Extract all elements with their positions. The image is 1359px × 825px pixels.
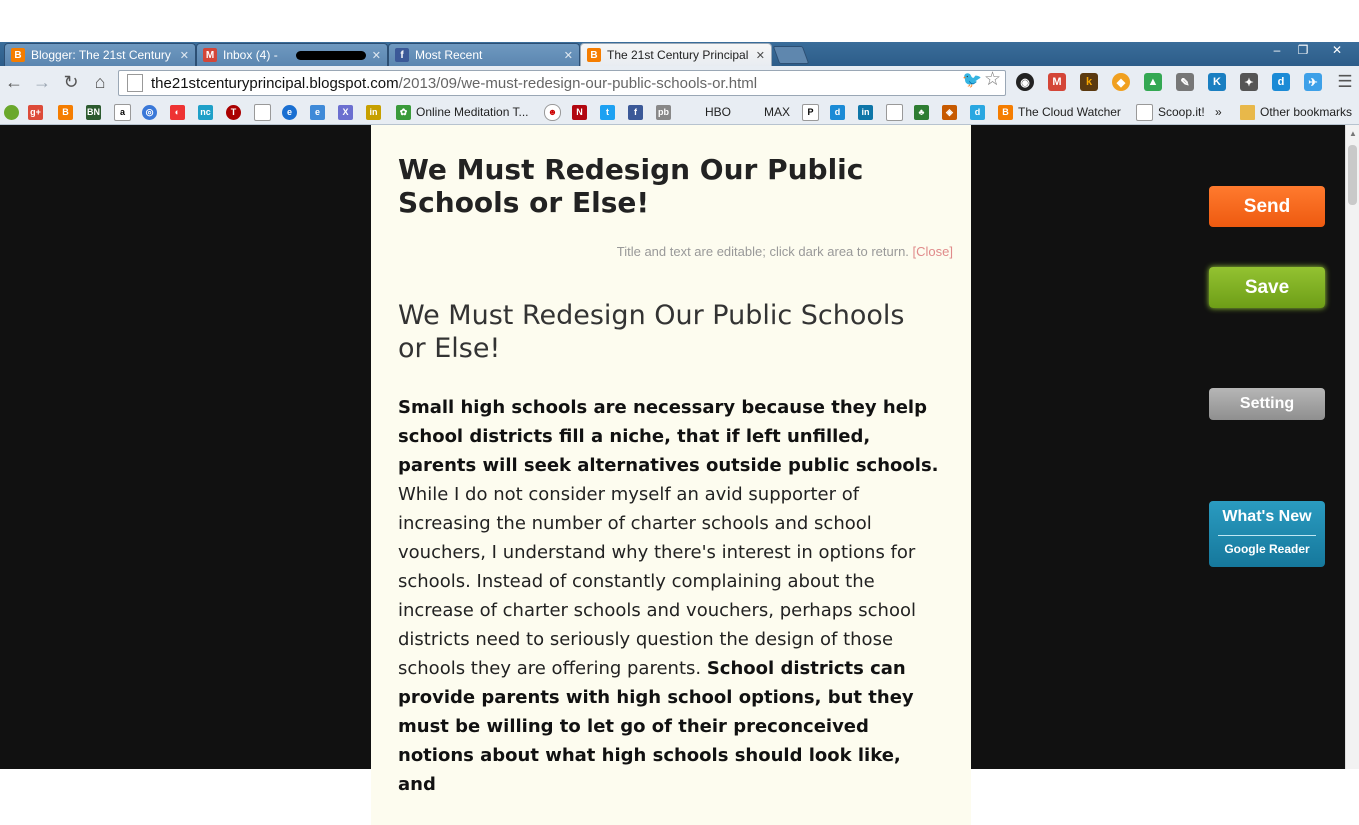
tab-strip — [0, 42, 1359, 66]
bookmark[interactable] — [338, 104, 358, 120]
extension-icon: in — [366, 105, 381, 120]
diigo-icon[interactable]: d — [1272, 73, 1290, 91]
article-bold-text: Small high schools are necessary because they help school districts fill a niche, that if left unfilled, parents will seek alternatives outside public schools. — [398, 397, 939, 476]
blogger-icon: B — [998, 105, 1013, 120]
redaction-mark — [296, 51, 366, 60]
plant-icon: ♣ — [914, 105, 929, 120]
bookmark[interactable] — [58, 104, 78, 120]
bookmark[interactable] — [656, 104, 676, 120]
extension-icon: ☻ — [544, 104, 561, 121]
article-body[interactable] — [398, 393, 943, 799]
bookmark-label: The Cloud Watcher — [1018, 105, 1121, 119]
google-drive-icon[interactable]: ▲ — [1144, 73, 1162, 91]
whats-new-label: What's New — [1222, 508, 1312, 525]
bookmark[interactable] — [970, 104, 990, 120]
close-icon[interactable]: ✕ — [371, 49, 381, 62]
amazon-icon: a — [114, 104, 131, 121]
extension-icon: ◈ — [942, 105, 957, 120]
forward-icon[interactable]: → — [33, 72, 51, 92]
home-icon[interactable]: ⌂ — [94, 72, 106, 92]
gmail-checker-icon[interactable]: M — [1048, 73, 1066, 91]
extension-icon[interactable]: ◆ — [1112, 73, 1130, 91]
bookmark[interactable] — [572, 104, 592, 120]
bookmark[interactable] — [4, 104, 24, 120]
linkedin-icon: in — [858, 105, 873, 120]
facebook-icon: f — [628, 105, 643, 120]
chat-icon: nc — [198, 105, 213, 120]
close-icon[interactable]: ✕ — [563, 49, 573, 62]
bookmark-online-meditation[interactable] — [396, 104, 529, 120]
bookmark[interactable] — [914, 104, 934, 120]
bookmark[interactable] — [628, 104, 648, 120]
bookmark-label: MAX — [764, 105, 791, 119]
twitter-icon[interactable]: 🐦 — [962, 72, 982, 89]
page-icon — [1136, 104, 1153, 121]
kindle-icon[interactable]: K — [1208, 73, 1226, 91]
minimize-button[interactable]: – — [1273, 43, 1281, 57]
folder-icon — [1240, 105, 1255, 120]
facebook-icon: f — [395, 48, 409, 62]
blogger-icon: B — [587, 48, 601, 62]
new-tab-button[interactable] — [773, 46, 810, 64]
bookmark[interactable] — [858, 104, 878, 120]
extension-icon: T — [226, 105, 241, 120]
bookmarks-overflow-button[interactable]: » — [1215, 105, 1222, 119]
close-link[interactable]: [Close] — [912, 244, 953, 259]
whats-new-button[interactable] — [1209, 501, 1325, 567]
browser-toolbar — [0, 66, 1359, 101]
bookmark[interactable] — [310, 104, 330, 120]
back-icon[interactable]: ← — [5, 72, 23, 92]
editable-title[interactable]: We Must Redesign Our Public Schools or Else! — [398, 153, 864, 219]
bookmark[interactable] — [886, 104, 908, 120]
bookmark[interactable] — [600, 104, 620, 120]
bookmark[interactable] — [170, 104, 190, 120]
bookmark[interactable] — [942, 104, 962, 120]
close-window-button[interactable]: ✕ — [1331, 43, 1343, 57]
bookmark[interactable] — [86, 104, 106, 120]
tab-blogger[interactable] — [4, 43, 196, 66]
tab-21st-century-principal[interactable] — [580, 43, 772, 66]
article-text: While I do not consider myself an avid supporter of increasing the number of charter schools and school vouchers, I understand why there's interest in options for schools. Instead of constantly complaining about the increase of charter schools and vouchers, perhaps school districts need to seriously question the design of those schools they are offering parents. — [398, 484, 916, 679]
blogger-icon: B — [11, 48, 25, 62]
bookmark[interactable] — [830, 104, 850, 120]
bookmark-max[interactable] — [764, 104, 790, 120]
dark-overlay[interactable] — [0, 125, 1345, 795]
extension-icon: X — [338, 105, 353, 120]
bookmark[interactable] — [198, 104, 218, 120]
bookmark[interactable] — [142, 104, 162, 120]
bookmark[interactable] — [282, 104, 302, 120]
ie-icon: e — [310, 105, 325, 120]
menu-icon[interactable]: ☰ — [1337, 72, 1353, 91]
gmail-icon: M — [203, 48, 217, 62]
close-icon[interactable]: ✕ — [755, 49, 765, 62]
bookmark-scoopit[interactable] — [1136, 104, 1205, 120]
klout-icon[interactable]: k — [1080, 73, 1098, 91]
bookmark[interactable] — [254, 104, 276, 120]
bookmark-label: HBO — [705, 105, 732, 119]
bookmark[interactable] — [114, 104, 136, 120]
extension-icon[interactable]: ◉ — [1016, 73, 1034, 91]
bookmark-cloud-watcher[interactable] — [998, 104, 1121, 120]
scroll-up-icon[interactable]: ▲ — [1349, 129, 1357, 138]
extension-icon: ◐ — [170, 105, 185, 120]
divider — [1218, 535, 1316, 536]
article-editor-panel — [371, 125, 971, 825]
diigo-icon: d — [830, 105, 845, 120]
blogger-icon: B — [58, 105, 73, 120]
edit-hint — [617, 244, 953, 259]
bookmark[interactable] — [544, 104, 566, 120]
tab-facebook[interactable] — [388, 43, 580, 66]
vertical-scrollbar[interactable] — [1345, 125, 1359, 769]
desktop-top-strip — [0, 0, 1359, 42]
other-bookmarks[interactable] — [1240, 104, 1352, 120]
extension-icon: P — [802, 104, 819, 121]
bookmark-hbo[interactable] — [705, 104, 731, 120]
circle-icon — [4, 105, 19, 120]
extension-icon: pb — [656, 105, 671, 120]
bookmark[interactable] — [802, 104, 824, 120]
bookmarks-bar — [0, 100, 1359, 125]
edit-hint-text: Title and text are editable; click dark area to return. — [616, 244, 913, 259]
page-icon — [127, 74, 143, 92]
address-bar[interactable] — [118, 70, 1006, 96]
google-reader-label: Google Reader — [1224, 542, 1310, 556]
extension-icon[interactable]: ✎ — [1176, 73, 1194, 91]
star-icon[interactable]: ☆ — [984, 69, 1002, 90]
leaf-icon: ✿ — [396, 105, 411, 120]
ie-icon: e — [282, 105, 297, 120]
twitter-icon: t — [600, 105, 615, 120]
extension-icon: d — [970, 105, 985, 120]
save-button[interactable]: Save — [1209, 267, 1325, 308]
url-text: the21stcenturyprincipal.blogspot.com/2013/09/we-must-redesign-our-public-schools-or.html — [151, 74, 758, 92]
globe-icon: ◎ — [142, 105, 157, 120]
setting-button[interactable]: Setting — [1209, 388, 1325, 420]
google-plus-icon: g+ — [28, 105, 43, 120]
reload-icon[interactable]: ↻ — [63, 72, 79, 92]
bookmark-label: Online Meditation T... — [416, 105, 529, 119]
scrollbar-thumb[interactable] — [1348, 145, 1357, 205]
close-icon[interactable]: ✕ — [179, 49, 189, 62]
send-button[interactable]: Send — [1209, 186, 1325, 227]
barnes-noble-icon: BN — [86, 105, 101, 120]
page-icon — [254, 104, 271, 121]
tab-label: Blogger: The 21st Century — [31, 48, 171, 62]
bookmark[interactable] — [366, 104, 386, 120]
restore-button[interactable]: ❐ — [1297, 43, 1309, 57]
tab-label: Most Recent — [415, 48, 483, 62]
tab-label: The 21st Century Principal — [607, 48, 749, 62]
bookmark[interactable] — [226, 104, 246, 120]
tab-label: Inbox (4) - — [223, 48, 278, 62]
bookmark-label: Scoop.it! — [1158, 105, 1205, 119]
page-icon — [886, 104, 903, 121]
bookmark-label: Other bookmarks — [1260, 105, 1353, 119]
article-bold-text: School districts can provide parents with high school options, but they must be willing to let go of their preconceived notions about what high schools should look like, and — [398, 658, 914, 795]
extension-icon[interactable]: ✦ — [1240, 73, 1258, 91]
extension-icon[interactable]: ✈ — [1304, 73, 1322, 91]
bookmark[interactable] — [28, 104, 48, 120]
netflix-icon: N — [572, 105, 587, 120]
article-heading[interactable]: We Must Redesign Our Public Schools or Else! — [398, 300, 905, 364]
tab-gmail-inbox[interactable] — [196, 43, 388, 66]
